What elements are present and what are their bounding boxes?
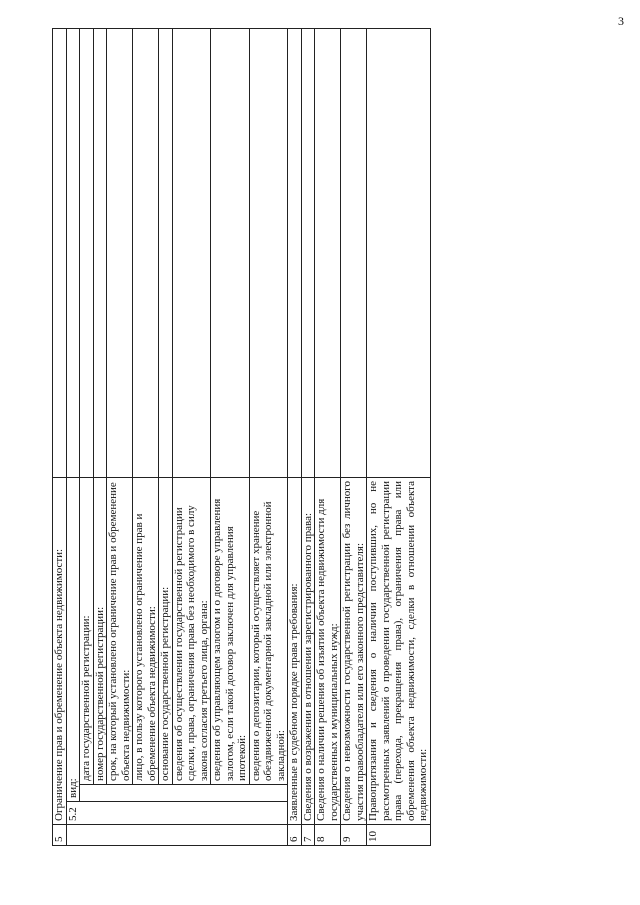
- register-table: [52, 28, 431, 846]
- row-value: [159, 29, 173, 478]
- table-row: [211, 29, 250, 846]
- sub-number: 5.2: [66, 802, 288, 825]
- row-label: лицо, в пользу которого установлено ограничение прав и обременение объекта недвижимости:: [133, 478, 159, 785]
- row-value: [301, 29, 315, 478]
- row-value: [66, 29, 80, 478]
- row-number: 8: [315, 825, 341, 846]
- table-row: [133, 29, 159, 846]
- row-value: [93, 29, 107, 478]
- row-value: [107, 29, 133, 478]
- row-label: Заявленные в судебном порядке права требования:: [288, 478, 302, 825]
- table-row: [159, 29, 173, 846]
- row-value: [133, 29, 159, 478]
- row-label: Ограничение прав и обременение объекта недвижимости:: [53, 478, 67, 825]
- table-row: [93, 29, 107, 846]
- row-value: [315, 29, 341, 478]
- table-row: [80, 29, 94, 846]
- table-row: [172, 29, 211, 846]
- table-row: [301, 29, 315, 846]
- row-label: дата государственной регистрации:: [80, 478, 94, 785]
- row-label: сведения об осуществлении государственной регистрации сделки, права, ограничения права без необходимого в силу закона согласия третьего лица, органа:: [172, 478, 211, 785]
- table-row: [107, 29, 133, 846]
- row-label: номер государственной регистрации:: [93, 478, 107, 785]
- row-label: Сведения о наличии решения об изъятии объекта недвижимости для государственных и муниципальных нужд:: [315, 478, 341, 825]
- row-label: основание государственной регистрации:: [159, 478, 173, 785]
- table-row: [288, 29, 302, 846]
- table-row: [66, 29, 80, 846]
- row-label: Сведения о невозможности государственной регистрации без личного участия правообладателя или его законного представителя:: [341, 478, 367, 825]
- row-value: [211, 29, 250, 478]
- table-row: [341, 29, 367, 846]
- rotated-page: [52, 28, 522, 846]
- row-number: 10: [367, 825, 431, 846]
- row-value: [341, 29, 367, 478]
- row-number: 9: [341, 825, 367, 846]
- row-value: [53, 29, 67, 478]
- row-label: срок, на который установлено ограничение прав и обременение объекта недвижимости:: [107, 478, 133, 785]
- row-label: Правопритязания и сведения о наличии поступивших, но не рассмотренных заявлений о проведении государственной регистрации права (перехода, прекращения права), ограничения права или обременения объекта недвижимости, сделки в отношении объекта недвижимости:: [367, 478, 431, 825]
- row-number: 6: [288, 825, 302, 846]
- row-value: [80, 29, 94, 478]
- table-row: [367, 29, 431, 846]
- row-value: [249, 29, 288, 478]
- row-number: 7: [301, 825, 315, 846]
- row-label: Сведения о возражении в отношении зарегистрированного права:: [301, 478, 315, 825]
- row-value: [367, 29, 431, 478]
- row-label: вид:: [66, 478, 80, 802]
- page-number: 3: [618, 14, 624, 28]
- table-row: [315, 29, 341, 846]
- row-label: сведения о депозитарии, который осуществляет хранение обездвиженной документарной закладной или электронной закладной:: [249, 478, 288, 785]
- table-row: [249, 29, 288, 846]
- row-label: сведения об управляющем залогом и о договоре управления залогом, если такой договор заключен для управления ипотекой:: [211, 478, 250, 785]
- row-number: 5: [53, 825, 67, 846]
- row-value: [288, 29, 302, 478]
- row-value: [172, 29, 211, 478]
- table-row: [53, 29, 67, 846]
